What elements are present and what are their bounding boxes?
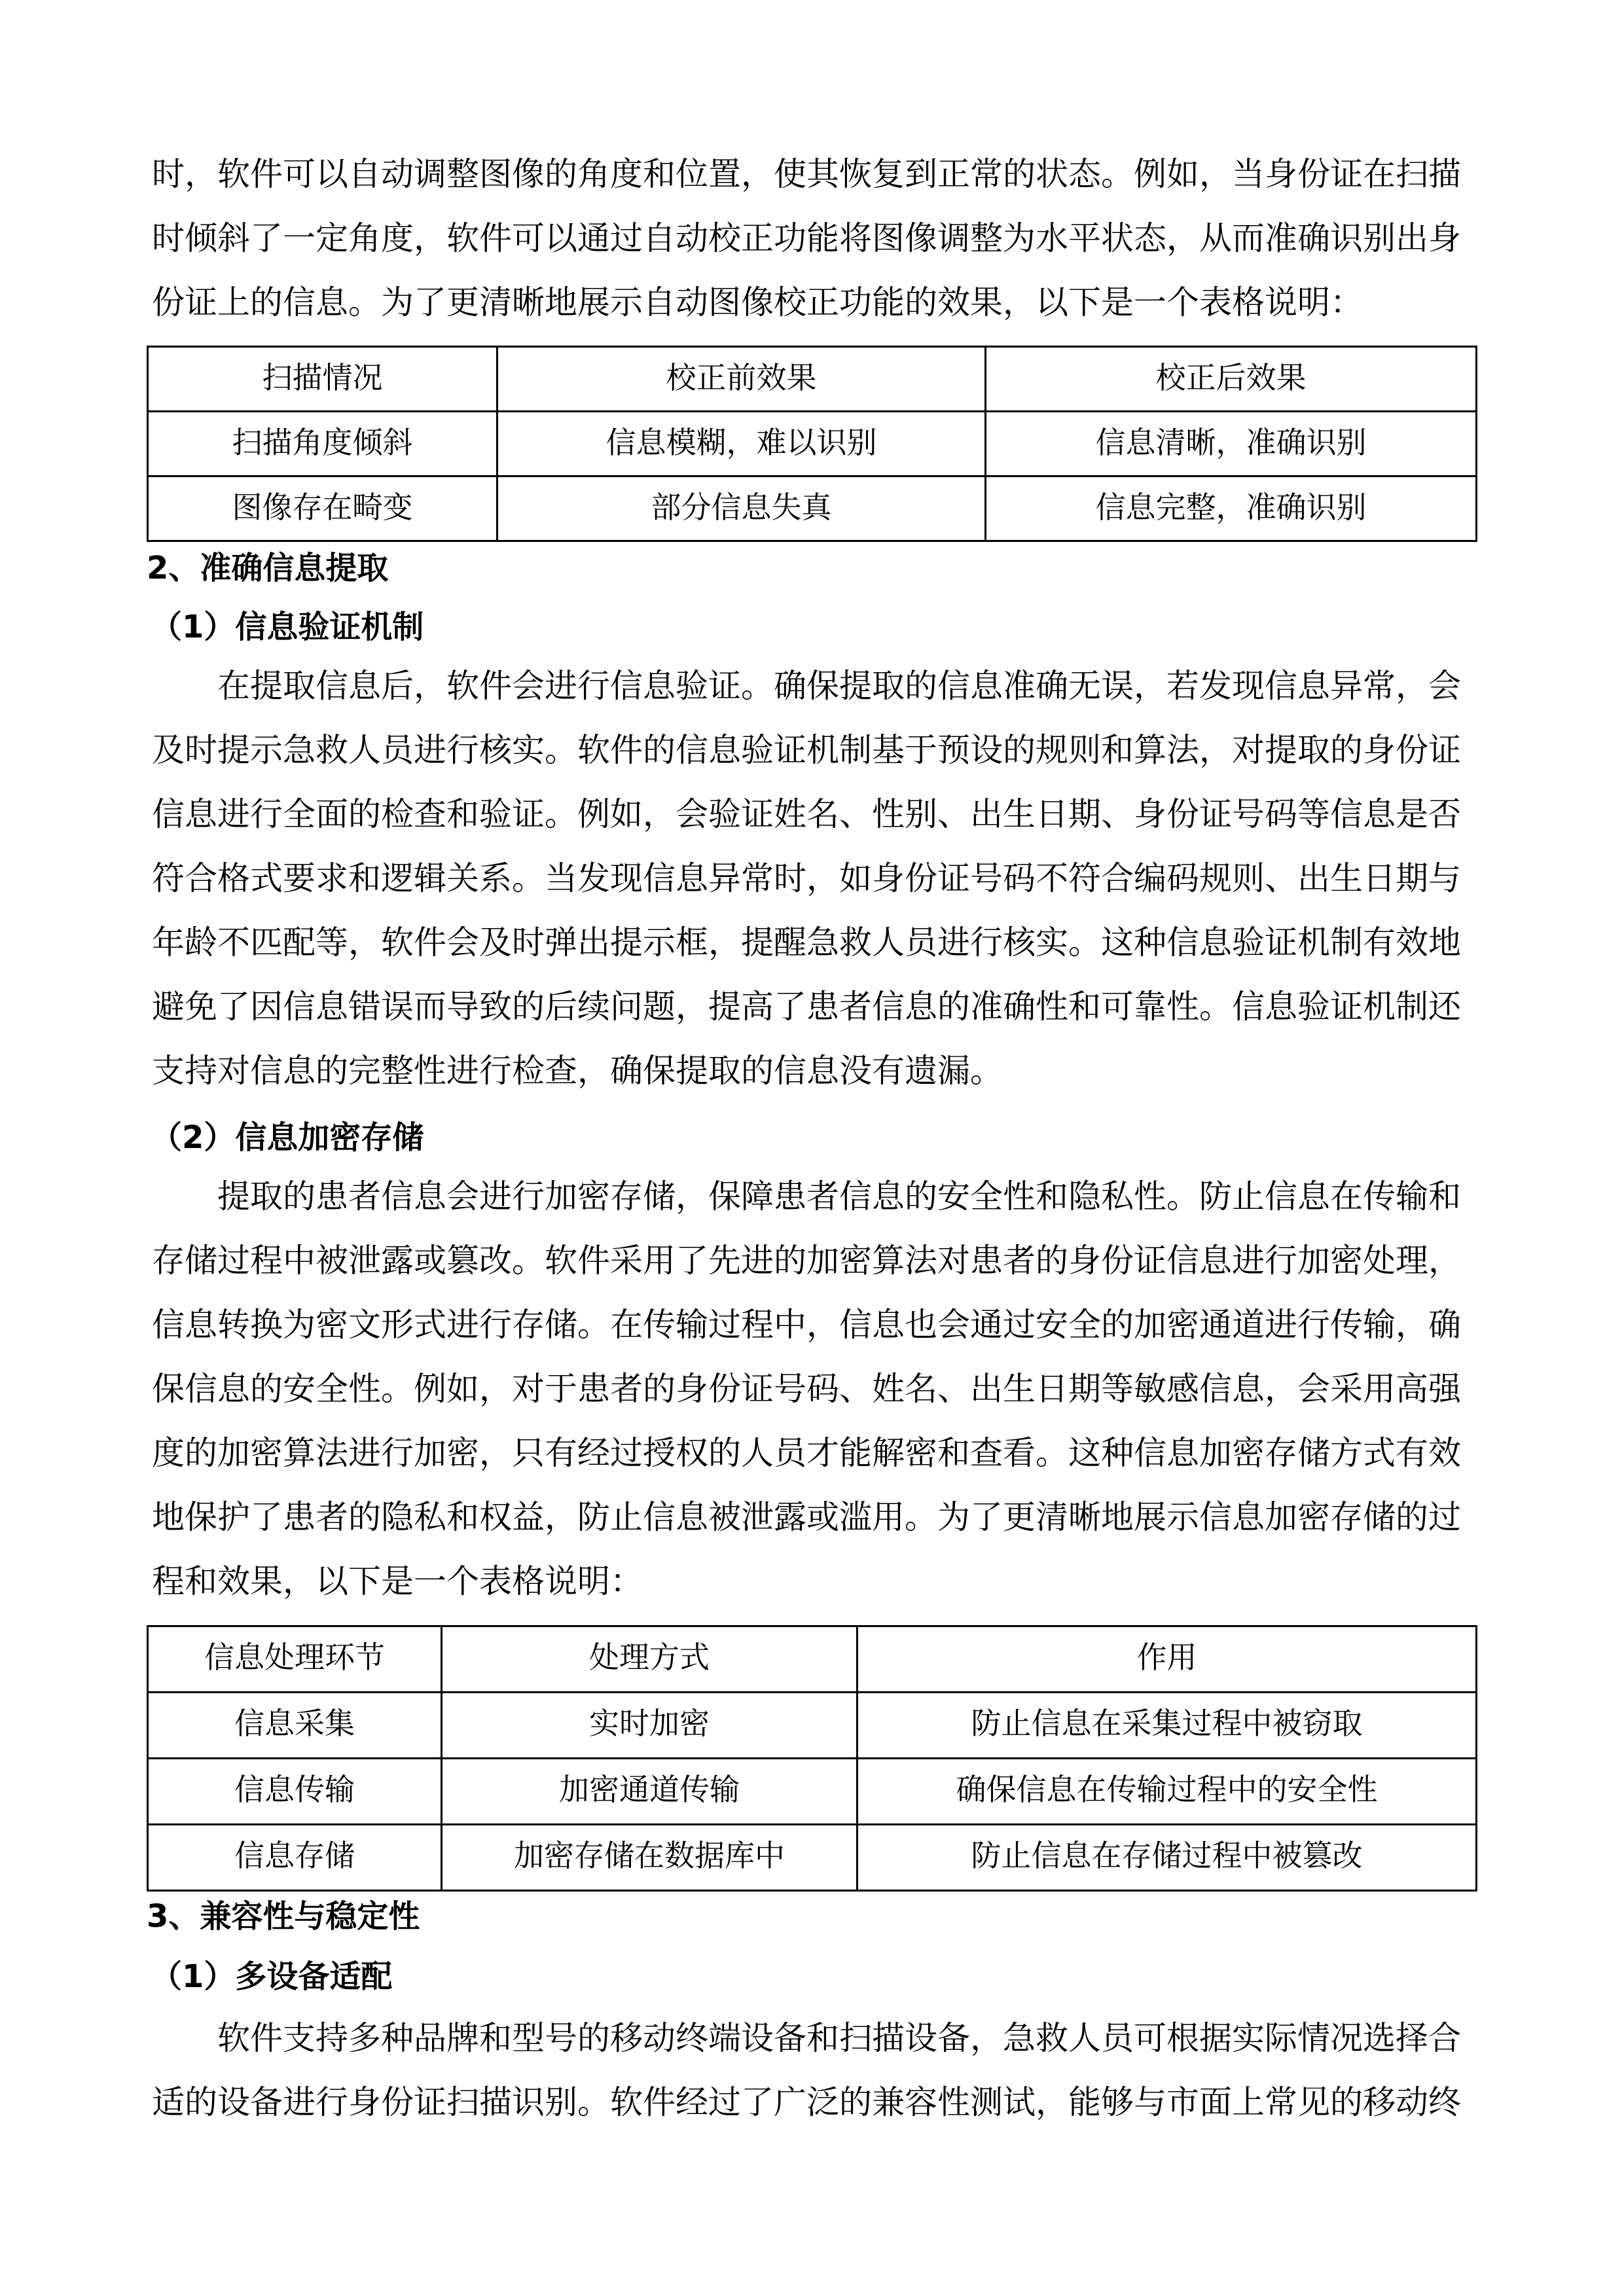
subsection-heading: （1）多设备适配 [151,1958,393,1995]
table-row [148,1759,1477,1825]
subsection-heading: （2）信息加密存储 [151,1119,424,1156]
table-cell: 信息模糊，难以识别 [497,412,986,476]
table-row [148,1693,1477,1759]
table-cell: 信息完整，准确识别 [986,476,1477,541]
table-header-cell: 校正后效果 [986,347,1477,412]
table-cell: 信息采集 [148,1693,442,1759]
table-cell: 确保信息在传输过程中的安全性 [857,1759,1477,1825]
table-cell: 信息清晰，准确识别 [986,412,1477,476]
paragraph-line: 及时提示急救人员进行核实。软件的信息验证机制基于预设的规则和算法，对提取的身份证 [152,731,1461,769]
encryption-process-table [147,1625,1477,1892]
table-cell: 图像存在畸变 [148,476,497,541]
table-cell: 防止信息在采集过程中被窃取 [857,1693,1477,1759]
paragraph-line: 信息进行全面的检查和验证。例如，会验证姓名、性别、出生日期、身份证号码等信息是否 [152,795,1461,833]
paragraph-line: 地保护了患者的隐私和权益，防止信息被泄露或滥用。为了更清晰地展示信息加密存储的过 [152,1498,1461,1536]
table-cell: 扫描角度倾斜 [148,412,497,476]
paragraph-line: 提取的患者信息会进行加密存储，保障患者信息的安全性和隐私性。防止信息在传输和 [217,1177,1461,1215]
table-cell: 防止信息在存储过程中被篡改 [857,1825,1477,1891]
paragraph-line: 在提取信息后，软件会进行信息验证。确保提取的信息准确无误，若发现信息异常，会 [217,667,1461,705]
section-heading: 3、兼容性与稳定性 [147,1898,420,1935]
table-header-cell: 作用 [857,1626,1477,1693]
table-header-cell: 校正前效果 [497,347,986,412]
paragraph-line: 支持对信息的完整性进行检查，确保提取的信息没有遗漏。 [152,1052,1003,1090]
table-cell: 加密存储在数据库中 [442,1825,857,1891]
table-cell: 部分信息失真 [497,476,986,541]
paragraph-line: 年龄不匹配等，软件会及时弹出提示框，提醒急救人员进行核实。这种信息验证机制有效地 [152,924,1461,961]
paragraph-line: 时，软件可以自动调整图像的角度和位置，使其恢复到正常的状态。例如，当身份证在扫描 [152,155,1461,193]
table-header-cell: 处理方式 [442,1626,857,1693]
paragraph-line: 时倾斜了一定角度，软件可以通过自动校正功能将图像调整为水平状态，从而准确识别出身 [152,219,1461,257]
paragraph-line: 存储过程中被泄露或篡改。软件采用了先进的加密算法对患者的身份证信息进行加密处理， [152,1242,1461,1280]
paragraph-line: 信息转换为密文形式进行存储。在传输过程中，信息也会通过安全的加密通道进行传输，确 [152,1306,1461,1344]
table-row [148,1825,1477,1891]
subsection-heading: （1）信息验证机制 [151,609,424,645]
table-header-row [148,1626,1477,1693]
paragraph-line: 适的设备进行身份证扫描识别。软件经过了广泛的兼容性测试，能够与市面上常见的移动终 [152,2083,1461,2121]
table-row [148,476,1477,541]
section-heading: 2、准确信息提取 [147,550,389,586]
table-header-row [148,347,1477,412]
table-cell: 实时加密 [442,1693,857,1759]
table-cell: 信息传输 [148,1759,442,1825]
table-cell: 加密通道传输 [442,1759,857,1825]
table-header-cell: 扫描情况 [148,347,497,412]
table-cell: 信息存储 [148,1825,442,1891]
paragraph-line: 份证上的信息。为了更清晰地展示自动图像校正功能的效果，以下是一个表格说明： [152,283,1363,321]
paragraph-line: 程和效果，以下是一个表格说明： [152,1562,643,1600]
table-header-cell: 信息处理环节 [148,1626,442,1693]
image-correction-table [147,346,1477,542]
table-row [148,412,1477,476]
paragraph-line: 度的加密算法进行加密，只有经过授权的人员才能解密和查看。这种信息加密存储方式有效 [152,1434,1461,1472]
paragraph-line: 软件支持多种品牌和型号的移动终端设备和扫描设备，急救人员可根据实际情况选择合 [217,2019,1461,2057]
paragraph-line: 避免了因信息错误而导致的后续问题，提高了患者信息的准确性和可靠性。信息验证机制还 [152,988,1461,1026]
paragraph-line: 符合格式要求和逻辑关系。当发现信息异常时，如身份证号码不符合编码规则、出生日期与 [152,859,1461,897]
paragraph-line: 保信息的安全性。例如，对于患者的身份证号码、姓名、出生日期等敏感信息，会采用高强 [152,1370,1461,1408]
